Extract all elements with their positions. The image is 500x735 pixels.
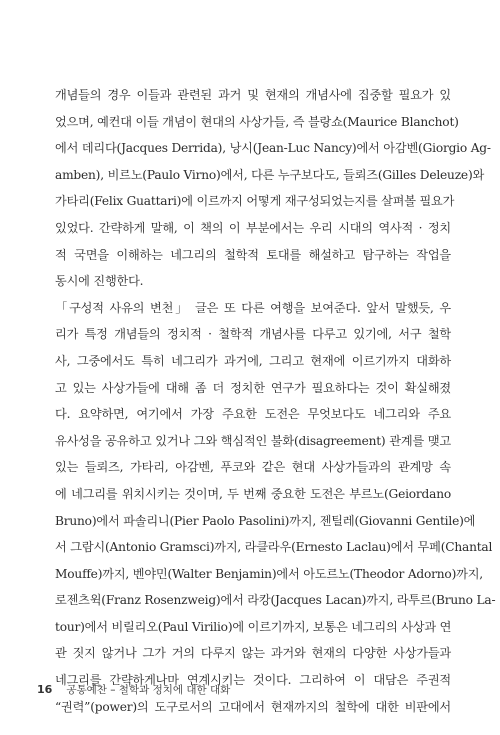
text-line: 있는 들뢰즈, 가타리, 아감벤, 푸코와 같은 현대 사상가들과의 관계망 속 [55, 460, 451, 475]
paragraph-2 [55, 295, 496, 721]
text-line: 유사성을 공유하고 있거나 그와 핵심적인 불화(disagreement) 관계를 맺고 [55, 433, 451, 448]
text-line: 었으며, 예컨대 이들 개념이 현대의 사상가들, 즉 블랑쇼(Maurice Blanchot) [55, 114, 459, 129]
text-line: 가타리(Felix Guattari)에 이르까지 어떻게 재구성되었는지를 살펴볼 필요가 [55, 194, 455, 209]
text-line: 다. 요약하면, 여기에서 가장 주요한 도전은 무엇보다도 네그리와 주요 [55, 407, 451, 422]
body-text [55, 82, 496, 720]
running-title: 공통예찬 – 철학과 정치에 대한 대화 [66, 683, 231, 696]
text-line: 있었다. 간략하게 말해, 이 책의 이 부분에서는 우리 시대의 역사적 · 정치 [55, 220, 451, 235]
text-line: 네그리를 간략하게나마 연계시키는 것이다. 그리하여 이 대담은 주권적 [55, 673, 451, 688]
text-line: 에서 데리다(Jacques Derrida), 낭시(Jean-Luc Nancy)에서 아감벤(Giorgio Ag- [55, 141, 491, 156]
text-line: 「구성적 사유의 변천」 글은 또 다른 여행을 보여준다. 앞서 말했듯, 우 [55, 300, 451, 315]
text-line: 리가 특정 개념들의 정치적 · 철학적 개념사를 다루고 있기에, 서구 철학 [55, 327, 451, 342]
text-line: 개념들의 경우 이들과 관련된 과거 및 현재의 개념사에 집중할 필요가 있 [55, 88, 451, 102]
text-line: 관 짓지 않거나 그가 거의 다루지 않는 과거와 현재의 다양한 사상가들과 [55, 646, 451, 661]
text-line: 사, 그중에서도 특히 네그리가 과거에, 그리고 현재에 이르기까지 대화하 [55, 353, 451, 368]
text-line: amben), 비르노(Paulo Virno)에서, 다른 누구보다도, 들뢰즈(Gilles Deleuze)와 [55, 167, 485, 182]
text-line: “권력”(power)의 도구로서의 고대에서 현재까지의 철학에 대한 비판에서 [55, 699, 451, 714]
text-line: 로젠츠윅(Franz Rosenzweig)에서 라캉(Jacques Lacan)까지, 라투르(Bruno La- [55, 593, 496, 608]
text-line: tour)에서 비릴리오(Paul Virilio)에 이르기까지, 보통은 네그리의 사상과 연 [55, 619, 452, 634]
text-line: 적 국면을 이해하는 네그리의 철학적 토대를 해설하고 탐구하는 작업을 [55, 247, 451, 262]
text-line: 고 있는 사상가들에 대해 좀 더 정치한 연구가 필요하다는 것이 확실해졌 [55, 380, 451, 395]
page-number: 16 [37, 682, 53, 696]
text-line: 서 그람시(Antonio Gramsci)까지, 라클라우(Ernesto Laclau)에서 무페(Chantal [55, 540, 493, 555]
text-line: 동시에 진행한다. [55, 274, 144, 289]
text-line: Bruno)에서 파솔리니(Pier Paolo Pasolini)까지, 젠틸레(Giovanni Gentile)에 [55, 513, 476, 528]
paragraph-1 [55, 82, 491, 295]
text-line: Mouffe)까지, 벤야민(Walter Benjamin)에서 아도르노(Theodor Adorno)까지, [55, 566, 483, 581]
page-footer [37, 680, 230, 698]
text-line: 에 네그리를 위치시키는 것이며, 두 번째 중요한 도전은 부르노(Geiordano [55, 486, 451, 501]
